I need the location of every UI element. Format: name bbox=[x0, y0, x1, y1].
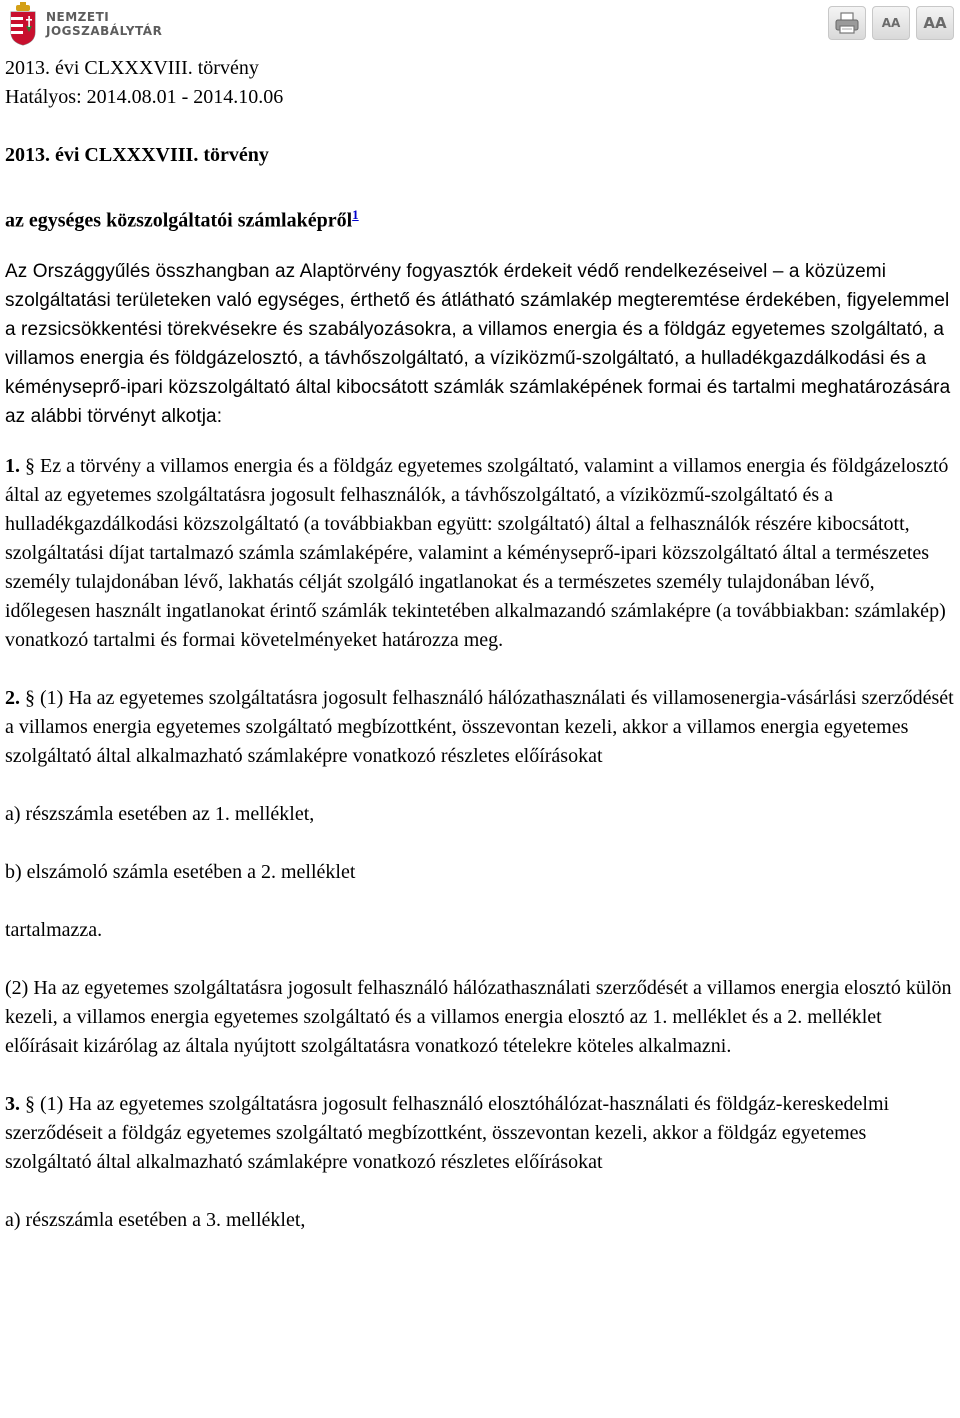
section-2-point-a: a) részszámla esetében az 1. melléklet, bbox=[5, 802, 315, 825]
section-3-number: 3. bbox=[5, 1092, 20, 1115]
crest-icon bbox=[8, 2, 38, 46]
law-subtitle-text: az egységes közszolgáltatói számlaképről bbox=[5, 209, 353, 232]
section-2-sign: § bbox=[25, 686, 35, 709]
section-1-sign: § bbox=[25, 454, 35, 477]
section-2-para-1-text: (1) Ha az egyetemes szolgáltatásra jogosult felhasználó hálózathasználati és villamosenergia-vásárlási szerződését a villamos energia egyetemes szolgáltató megbízottként, összevontan kezeli, akkor a villamos energia egyetemes szolgáltató által alkalmazható számlaképre vonatkozó részletes előírásokat bbox=[5, 686, 954, 767]
logo-line-1: NEMZETI bbox=[46, 10, 110, 24]
section-3-para-1 bbox=[5, 1090, 957, 1177]
section-2-para-2: (2) Ha az egyetemes szolgáltatásra jogosult felhasználó hálózathasználati szerződését a villamos energia elosztó külön kezeli, a villamos energia egyetemes szolgáltató és a villamos energia elosztó az 1. melléklet és a 2. melléklet előírásait kizárólag az általa nyújtott szolgáltatásra vonatkozó tételekre köteles alkalmazni. bbox=[5, 976, 952, 1057]
header-bar bbox=[0, 0, 960, 56]
font-size-decrease-button[interactable] bbox=[872, 6, 910, 40]
font-increase-label: AA bbox=[923, 14, 947, 32]
section-3-para-1-text: (1) Ha az egyetemes szolgáltatásra jogosult felhasználó elosztóhálózat-használati és földgáz-kereskedelmi szerződéseit a földgáz egyetemes szolgáltató megbízottként, összevontan kezeli, akkor a földgáz egyetemes szolgáltató által alkalmazható számlaképre vonatkozó részletes előírásokat bbox=[5, 1092, 890, 1173]
preamble: Az Országgyűlés összhangban az Alaptörvény fogyasztók érdekeit védő rendelkezéseivel – a közüzemi szolgáltatási területeken való egységes, érthető és átlátható számlakép megteremtése érdekében, figyelemmel a rezsicsökkentési törekvésekre és szabályozásokra, a villamos energia és a földgáz egyetemes szolgáltató, a villamos energia és földgázelosztó, a távhőszolgáltató, a víziközmű-szolgáltató, a hulladékgazdálkodási és a kéményseprő-ipari közszolgáltató által kibocsátott számlák számlaképének formai és tartalmi meghatározására az alábbi törvényt alkotja: bbox=[5, 260, 951, 427]
section-1-number: 1. bbox=[5, 454, 20, 477]
section-3-sign: § bbox=[25, 1092, 35, 1115]
section-1-text: Ez a törvény a villamos energia és a földgáz egyetemes szolgáltató, valamint a villamos energia és földgázelosztó által az egyetemes szolgáltatásra jogosult felhasználók, a távhőszolgáltató, a víziközmű-szolgáltató és a hulladékgazdálkodási közszolgáltató (a továbbiakban együtt: szolgáltató) által a felhasználók részére kibocsátott, szolgáltatási díjat tartalmazó számla számlaképére, valamint a kéményseprő-ipari közszolgáltató által a természetes személy tulajdonában lévő, lakhatás célját szolgáló ingatlanokat és a természetes személy tulajdonában lévő, időlegesen használt ingatlanokat érintő számlák tekintetében alkalmazandó számlaképre (a továbbiakban: számlakép) vonatkozó tartalmi és formai követelményeket határozza meg. bbox=[5, 454, 949, 651]
law-title: 2013. évi CLXXXVIII. törvény bbox=[5, 144, 269, 166]
print-button[interactable] bbox=[828, 6, 866, 40]
toolbar bbox=[828, 6, 954, 40]
footnote-link[interactable]: 1 bbox=[352, 207, 359, 222]
logo-line-2: JOGSZABÁLYTÁR bbox=[46, 24, 163, 38]
effective-date: Hatályos: 2014.08.01 - 2014.10.06 bbox=[5, 86, 284, 108]
section-2-number: 2. bbox=[5, 686, 20, 709]
section-2-point-b: b) elszámoló számla esetében a 2. melléklet bbox=[5, 860, 356, 883]
print-icon bbox=[834, 11, 860, 35]
section-2-para-1 bbox=[5, 684, 957, 771]
law-subtitle bbox=[5, 199, 957, 236]
section-3-point-a: a) részszámla esetében a 3. melléklet, bbox=[5, 1208, 306, 1231]
font-size-increase-button[interactable] bbox=[916, 6, 954, 40]
section-1 bbox=[5, 452, 957, 655]
logo-text bbox=[46, 10, 162, 38]
document-title: 2013. évi CLXXXVIII. törvény bbox=[5, 57, 259, 79]
section-2-tail: tartalmazza. bbox=[5, 918, 103, 941]
site-logo[interactable] bbox=[8, 2, 162, 46]
document-body bbox=[5, 54, 957, 1235]
font-decrease-label: AA bbox=[881, 16, 901, 30]
